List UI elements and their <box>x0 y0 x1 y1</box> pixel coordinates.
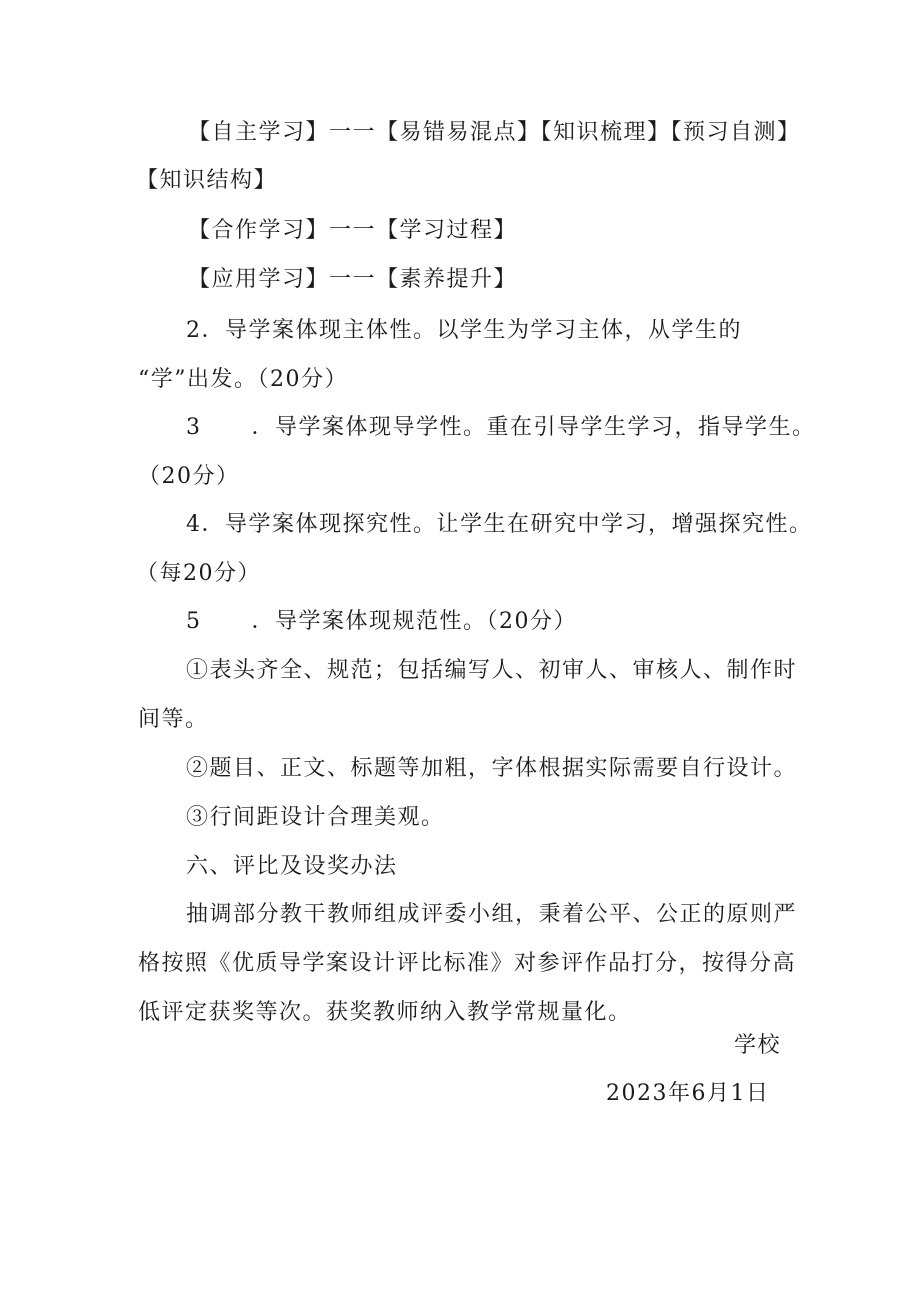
text-line: （20分） <box>138 464 240 489</box>
numbered-item-4: 4．导学案体现探究性。让学生在研究中学习，增强探究性。 <box>186 512 813 537</box>
signature-date: 2023年6月1日 <box>606 1081 770 1106</box>
section-heading: 六、评比及设奖办法 <box>186 854 398 879</box>
text-line: 【应用学习】一一【素养提升】 <box>188 267 518 292</box>
text-line: “学”出发。（20分） <box>138 367 348 392</box>
text-line: 【合作学习】一一【学习过程】 <box>188 218 518 243</box>
item-number: 3 <box>186 415 202 440</box>
sub-item-2: ②题目、正文、标题等加粗，字体根据实际需要自行设计。 <box>186 756 798 781</box>
text-line: 间等。 <box>138 707 209 732</box>
numbered-item-5 <box>186 607 577 637</box>
item-text: ．导学案体现规范性。（20分） <box>251 609 577 634</box>
text-line: 【自主学习】一一【易错易混点】【知识梳理】【预习自测】 <box>188 120 801 145</box>
paragraph-line: 格按照《优质导学案设计评比标准》对参评作品打分，按得分高 <box>138 951 797 976</box>
item-text: ．导学案体现导学性。重在引导学生学习，指导学生。 <box>251 415 816 440</box>
text-line: 【知识结构】 <box>136 168 278 193</box>
sub-item-1: ①表头齐全、规范；包括编写人、初审人、审核人、制作时 <box>186 658 798 683</box>
signature-school: 学校 <box>734 1033 782 1058</box>
paragraph-line: 抽调部分教干教师组成评委小组，秉着公平、公正的原则严 <box>186 902 798 927</box>
numbered-item-3 <box>186 413 816 443</box>
item-number: 5 <box>186 609 202 634</box>
numbered-item-2: 2．导学案体现主体性。以学生为学习主体，从学生的 <box>186 318 742 343</box>
text-line: （每20分） <box>136 561 261 586</box>
paragraph-line: 低评定获奖等次。获奖教师纳入教学常规量化。 <box>138 1000 632 1025</box>
sub-item-3: ③行间距设计合理美观。 <box>186 805 445 830</box>
